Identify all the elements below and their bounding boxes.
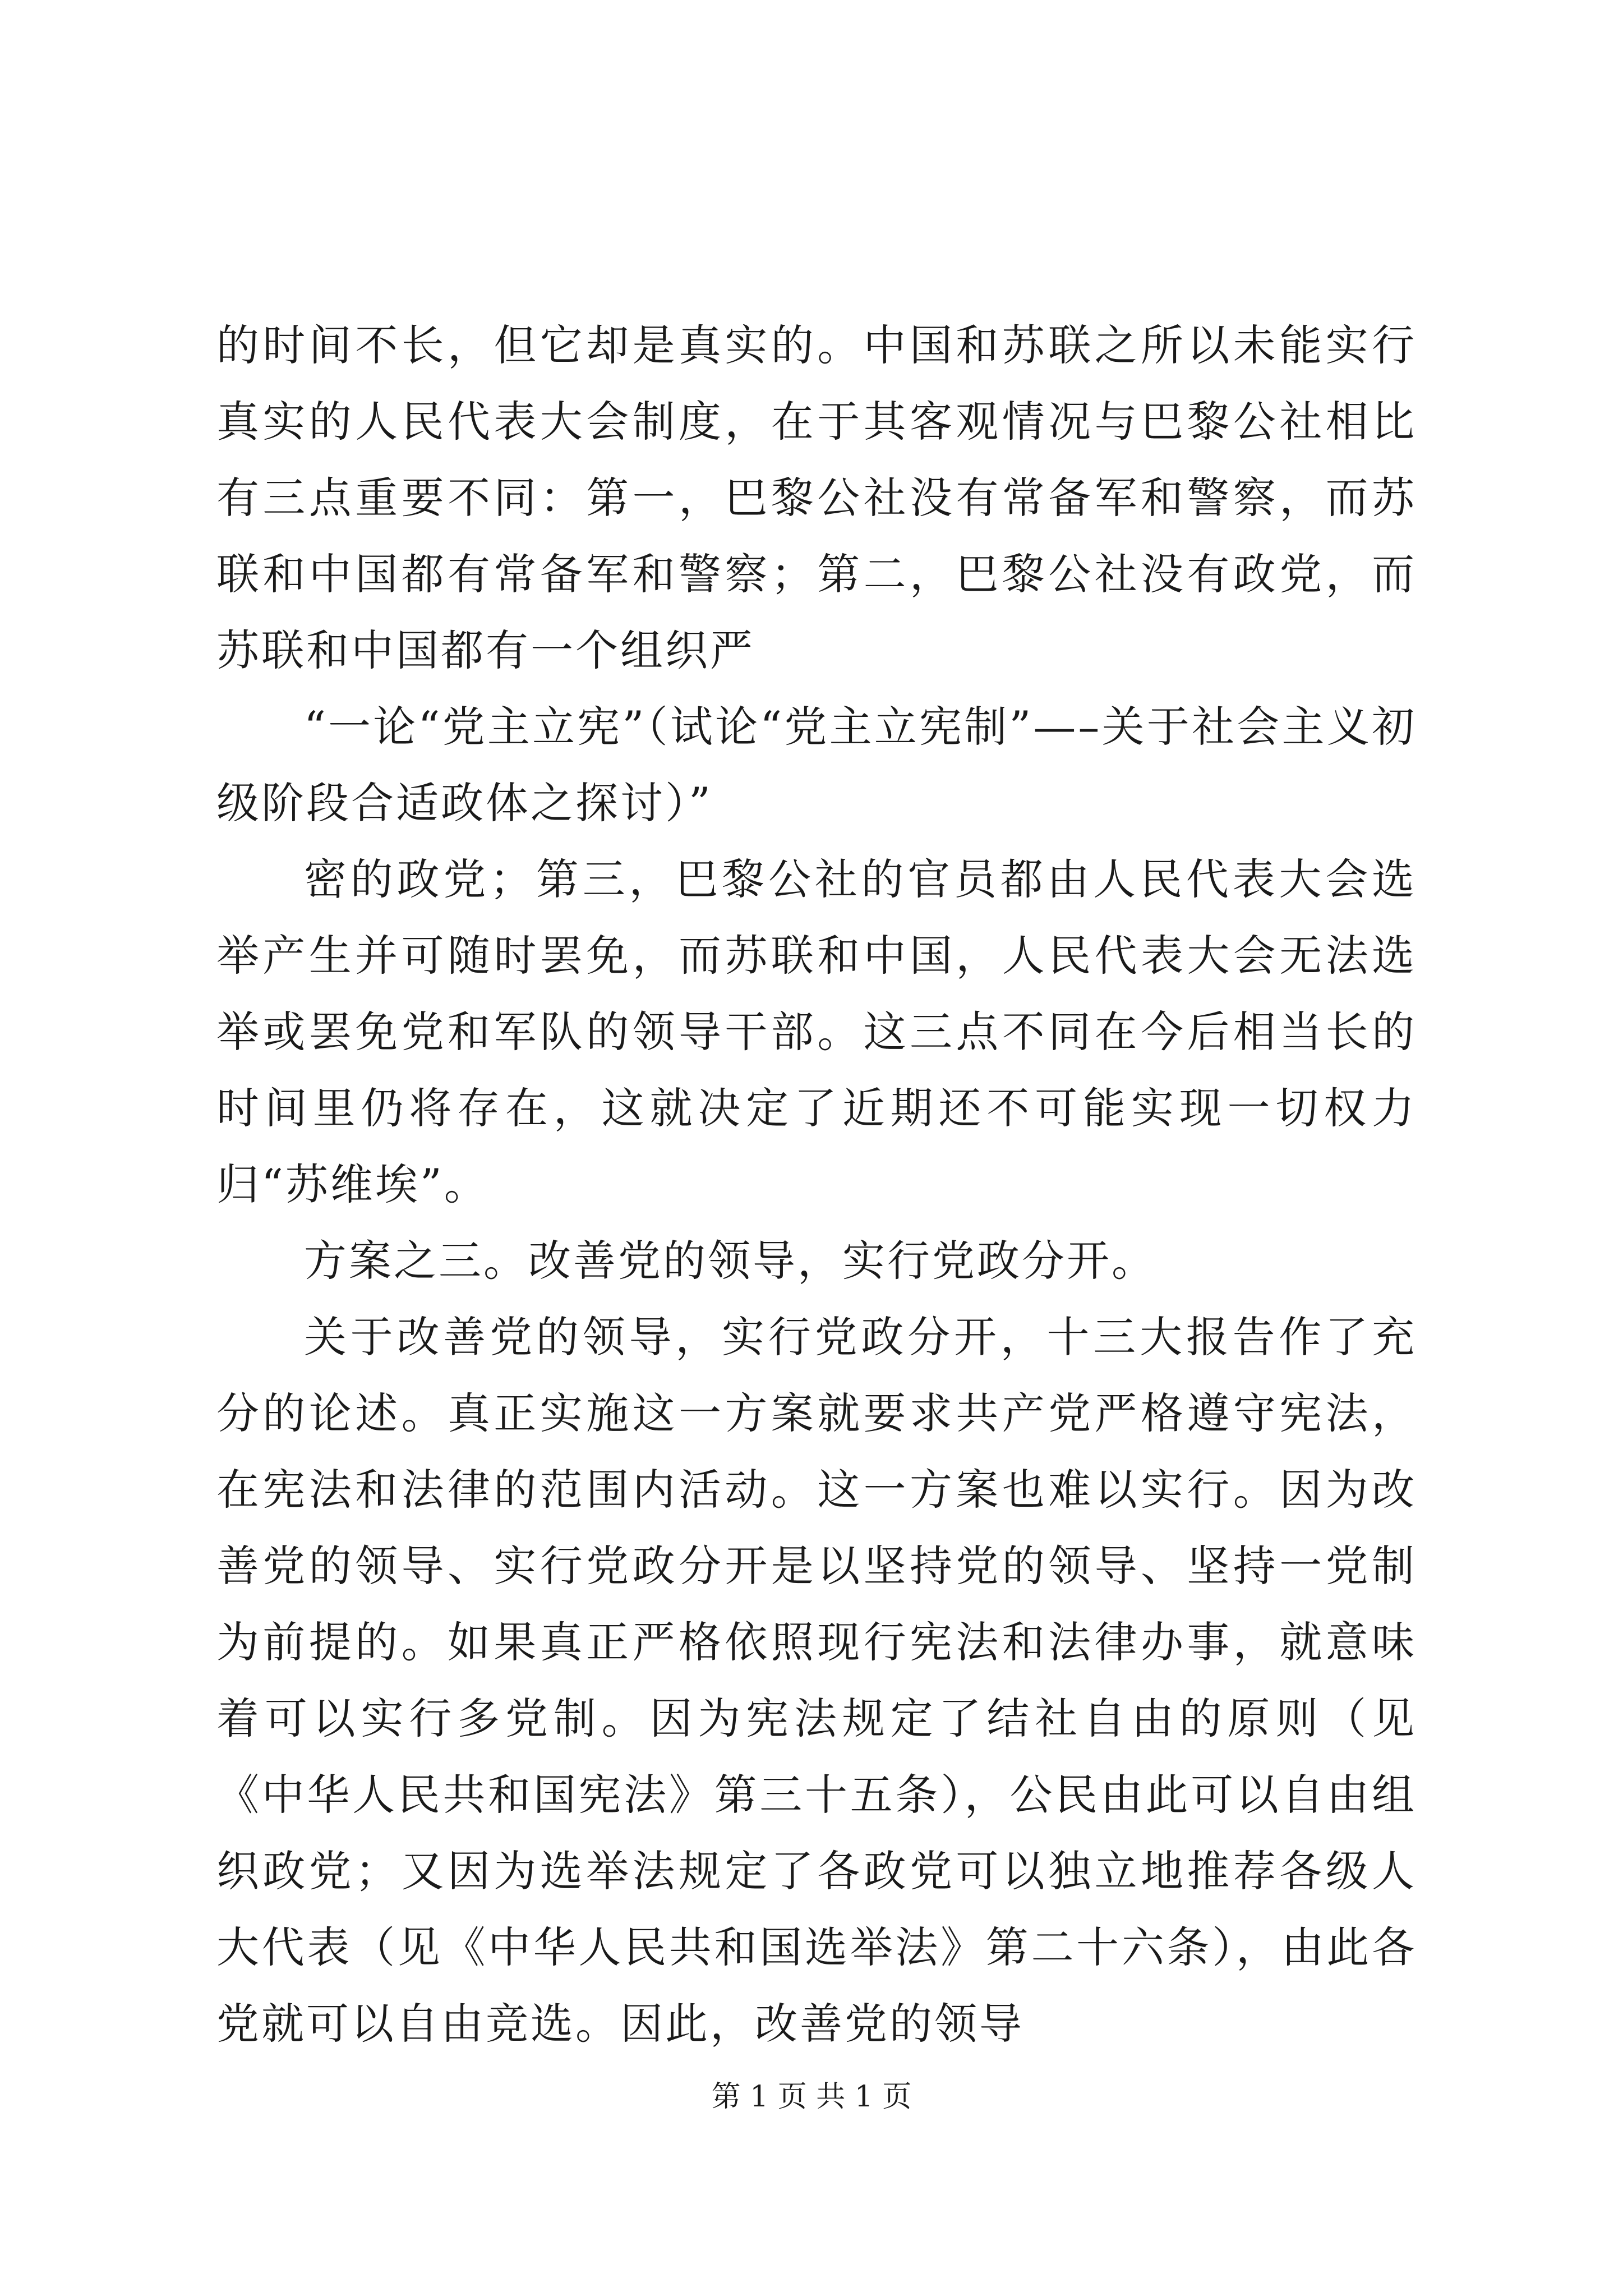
paragraph-3: 密的政党；第三，巴黎公社的官员都由人民代表大会选举产生并可随时罢免，而苏联和中国，人民代表大会无法选举或罢免党和军队的领导干部。这三点不同在今后相当长的时间里仍将存在，这就决定了近期还不可能实现一切权力归“苏维埃”。 [216,854,1417,1209]
paragraph-4-section-heading: 方案之三。改善党的领导，实行党政分开。 [304,1236,1156,1286]
paragraph-5: 关于改善党的领导，实行党政分开，十三大报告作了充分的论述。真正实施这一方案就要求共产党严格遵守宪法，在宪法和法律的范围内活动。这一方案也难以实行。因为改善党的领导、实行党政分开是以坚持党的领导、坚持一党制为前提的。如果真正严格依照现行宪法和法律办事，就意味着可以实行多党制。因为宪法规定了结社自由的原则（见《中华人民共和国宪法》第三十五条），公民由此可以自由组织政党；又因为选举法规定了各政党可以独立地推荐各级人大代表（见《中华人民共和国选举法》第二十六条），由此各党就可以自由竞选。因此，改善党的领导 [216,1312,1417,2049]
page-footer: 第 1 页 共 1 页 [711,2080,912,2114]
paragraph-1: 的时间不长，但它却是真实的。中国和苏联之所以未能实行真实的人民代表大会制度，在于其客观情况与巴黎公社相比有三点重要不同：第一，巴黎公社没有常备军和警察，而苏联和中国都有常备军和警察；第二，巴黎公社没有政党，而苏联和中国都有一个组织严 [216,320,1417,675]
document-body [216,307,1417,2062]
paragraph-2-quote-title: “一论“党主立宪”（试论“党主立宪制”—–关于社会主义初级阶段合适政体之探讨）” [216,702,1417,828]
